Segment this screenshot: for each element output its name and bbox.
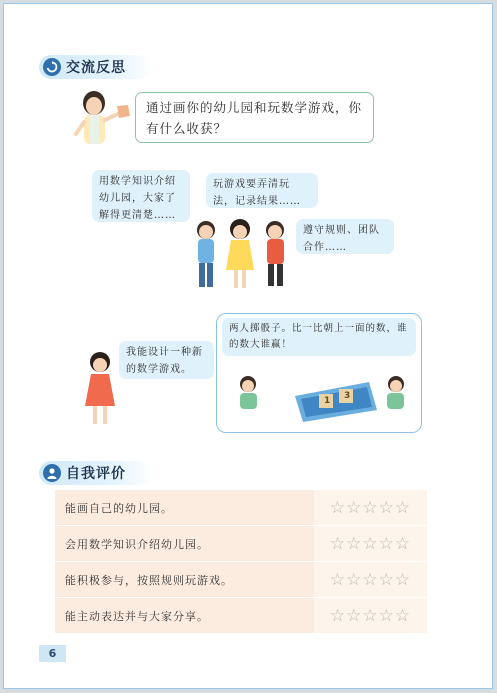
reflection-heading	[39, 55, 151, 79]
star-rating[interactable]: ☆☆☆☆☆	[314, 490, 427, 526]
answer-text-3: 遵守规则、团队合作……	[303, 225, 380, 253]
answer-text-4: 我能设计一种新的数学游戏。	[126, 347, 203, 375]
table-row	[55, 526, 427, 562]
table-row	[55, 490, 427, 526]
children-illustration	[190, 216, 294, 292]
star-rating[interactable]: ☆☆☆☆☆	[314, 598, 427, 634]
teacher-question-bubble	[135, 92, 374, 143]
answer-text-2: 玩游戏要弄清玩法，记录结果……	[213, 179, 301, 207]
table-row	[55, 598, 427, 634]
reflection-title: 交流反思	[66, 60, 126, 76]
self-evaluation-table	[55, 490, 427, 634]
teacher-question: 通过画你的幼儿园和玩数学游戏，你有什么收获？	[146, 100, 363, 136]
person-icon	[43, 464, 61, 482]
answer-bubble-1	[92, 170, 190, 222]
page-number: 6	[39, 645, 66, 662]
criterion-cell: 能积极参与，按照规则玩游戏。	[55, 562, 314, 598]
dice-tray-illustration	[231, 362, 411, 428]
textbook-page	[3, 3, 493, 689]
answer-bubble-3	[296, 219, 394, 254]
self-evaluation-title: 自我评价	[66, 466, 126, 482]
game-rule-text: 两人掷骰子。比一比朝上一面的数，谁的数大谁赢！	[229, 323, 408, 350]
table-row	[55, 562, 427, 598]
criterion-cell: 能主动表达并与大家分享。	[55, 598, 314, 634]
game-rule-bubble	[222, 318, 416, 356]
answer-bubble-2	[206, 173, 318, 208]
teacher-illustration	[72, 90, 136, 144]
die-face-b: 3	[344, 391, 351, 401]
star-rating[interactable]: ☆☆☆☆☆	[314, 562, 427, 598]
answer-text-1: 用数学知识介绍幼儿园，大家了解得更清楚……	[99, 176, 176, 221]
die-face-a: 1	[324, 396, 331, 406]
criterion-cell: 能画自己的幼儿园。	[55, 490, 314, 526]
answer-bubble-4	[119, 341, 214, 379]
refresh-icon	[43, 58, 61, 76]
self-evaluation-heading	[39, 461, 151, 485]
star-rating[interactable]: ☆☆☆☆☆	[314, 526, 427, 562]
criterion-cell: 会用数学知识介绍幼儿园。	[55, 526, 314, 562]
dice-game-scene	[216, 313, 422, 433]
girl-illustration	[82, 350, 120, 428]
